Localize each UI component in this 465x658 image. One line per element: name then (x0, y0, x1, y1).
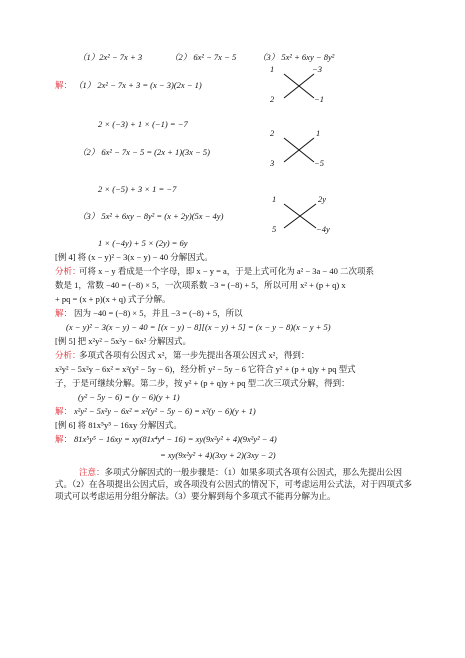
solution-1: （1） 2x² − 7x + 3 = (x − 3)(2x − 1) (74, 80, 202, 90)
ex4-analysis-line-2: 数是 1，常数 −40 = (−8) × 5，一次项系数 −3 = (−8) + 5，所以可用 x² + (p + q) x (55, 280, 346, 290)
ex6-solution-line-1: 81x⁵y⁵ − 16xy = xy(81x⁴y⁴ − 16) = xy(9x²y² + 4)(9x²y² − 4) (74, 434, 277, 444)
cross1-bottom-right: −1 (314, 94, 324, 104)
problem-2: （2） 6x² − 7x − 5 (170, 52, 237, 62)
solution-2: （2） 6x² − 7x − 5 = (2x + 1)(3x − 5) (78, 147, 211, 157)
solution-3: （3） 5x² + 6xy − 8y² = (x + 2y)(5x − 4y) (78, 211, 224, 221)
problem-1: （1）2x² − 7x + 3 (78, 52, 143, 62)
cross-diagram-2 (270, 128, 330, 172)
ex4-solution-line-2: (x − y)² − 3(x − y) − 40 = [(x − y) − 8][(x − y) + 5] = (x − y − 8)(x − y + 5) (66, 322, 331, 332)
check-3: 1 × (−4y) + 5 × (2y) = 6y (98, 238, 188, 248)
ex4-analysis-line-3: + pq = (x + p)(x + q) 式子分解。 (55, 294, 171, 304)
cross3-top-right: 2y (318, 194, 327, 204)
cross2-top-right: 1 (316, 128, 321, 138)
ex4-solution-label: 解： (55, 308, 73, 318)
cross1-bottom-left: 2 (270, 94, 275, 104)
cross-diagram-3 (270, 194, 334, 238)
ex4-solution-line-1: 因为 −40 = (−8) × 5，并且 −3 = (−8) + 5，所以 (74, 308, 243, 318)
cross-diagram-1 (270, 64, 330, 108)
check-2: 2 × (−5) + 3 × 1 = −7 (98, 184, 177, 194)
note-label: 注意： (79, 467, 105, 477)
note-paragraph (55, 466, 417, 502)
ex5-analysis-line-4: (y² − 5y − 6) = (y − 6)(y + 1) (78, 392, 180, 402)
problem-3: （3） 5x² + 6xy − 8y² (258, 52, 335, 62)
ex5-solution-label: 解： (55, 406, 73, 416)
example-6-title: [例 6] 将 81x⁵y⁵ − 16xy 分解因式。 (55, 420, 182, 430)
check-1: 2 × (−3) + 1 × (−1) = −7 (98, 119, 188, 129)
ex6-solution-line-2: = xy(9x²y² + 4)(3xy + 2)(3xy − 2) (160, 450, 276, 460)
analysis-label: 分析： (55, 266, 81, 276)
cross3-top-left: 1 (272, 194, 277, 204)
cross3-bottom-left: 5 (272, 224, 277, 234)
cross1-top-right: −3 (312, 64, 322, 74)
ex5-analysis-line-3: 子，于是可继续分解。第二步，按 y² + (p + q)y + pq 型二次三项式分解，得到： (55, 378, 350, 388)
ex5-analysis-line-1: 多项式各项有公因式 x²，第一步先提出各项公因式 x²，得到： (79, 350, 310, 360)
ex6-solution-label: 解： (55, 434, 73, 444)
cross3-bottom-right: −4y (316, 224, 330, 234)
cross2-bottom-right: −5 (314, 158, 324, 168)
note-text: 多项式分解因式的一般步骤是：（1）如果多项式各项有公因式，那么先提出公因式。（2）在各项提出公因式后，或各项没有公因式的情况下，可考虑运用公式法，对于四项式多项式可以考虑运用分组分解法。（3）要分解到每个多项式不能再分解为止。 (55, 467, 413, 501)
example-4-title: [例 4] 将 (x − y)² − 3(x − y) − 40 分解因式。 (55, 252, 213, 262)
cross2-top-left: 2 (270, 128, 275, 138)
ex5-solution-line-1: x²y² − 5x²y − 6x² = x²(y² − 5y − 6) = x²(y − 6)(y + 1) (74, 406, 256, 416)
cross1-top-left: 1 (270, 64, 275, 74)
cross2-bottom-left: 3 (270, 158, 275, 168)
solution-label: 解： (55, 80, 73, 90)
ex4-analysis-line-1: 可将 x − y 看成是一个字母，即 x − y = a，于是上式可化为 a² − 3a − 40 二次项系 (79, 266, 374, 276)
example-5-title: [例 5] 把 x²y² − 5x²y − 6x² 分解因式。 (55, 336, 191, 346)
analysis-label: 分析： (55, 350, 81, 360)
ex5-analysis-line-2: x²y² − 5x²y − 6x² = x²(y² − 5y − 6)，经分析 y² − 5y − 6 它符合 y² + (p + q)y + pq 型式 (55, 364, 356, 374)
